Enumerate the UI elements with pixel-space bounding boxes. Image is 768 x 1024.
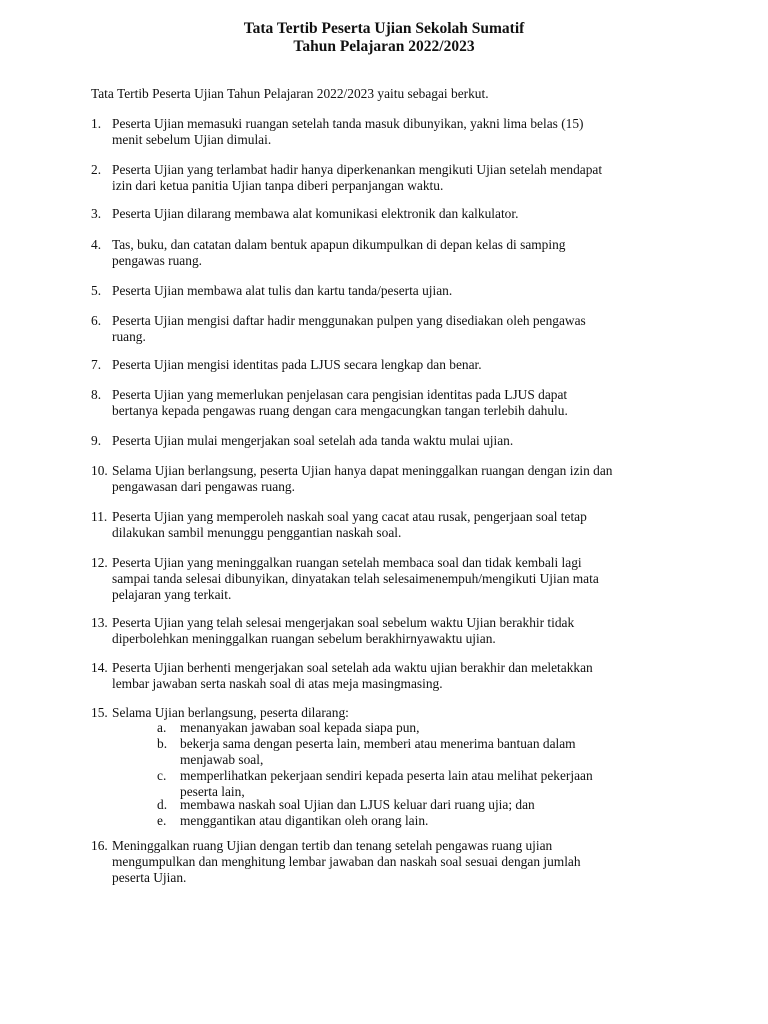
rule-text-line: Peserta Ujian yang meninggalkan ruangan setelah membaca soal dan tidak kembali lagi — [112, 555, 582, 570]
rule-text-line: peserta Ujian. — [112, 870, 187, 885]
rule-item — [91, 283, 691, 299]
prohibition-text — [180, 736, 677, 768]
rule-text-line: Meninggalkan ruang Ujian dengan tertib dan tenang setelah pengawas ruang ujian — [112, 838, 553, 853]
rule-text-line: lembar jawaban serta naskah soal di atas meja masingmasing. — [112, 676, 443, 691]
rule-number: 14. — [91, 660, 108, 675]
prohibition-text-line: menggantikan atau digantikan oleh orang lain. — [180, 813, 429, 828]
prohibition-item — [157, 768, 677, 800]
rule-text — [112, 206, 691, 222]
rule-text — [112, 313, 691, 345]
rule-text — [112, 433, 691, 449]
rule-text-line: ruang. — [112, 329, 146, 344]
rule-item — [91, 357, 691, 373]
rule-text-line: pengawasan dari pengawas ruang. — [112, 479, 295, 494]
rule-number: 10. — [91, 463, 108, 478]
rule-text-line: Peserta Ujian mengisi daftar hadir menggunakan pulpen yang disediakan oleh pengawas — [112, 313, 586, 328]
rule-number: 7. — [91, 357, 102, 372]
rule-number: 8. — [91, 387, 102, 402]
rule-item — [91, 838, 691, 886]
prohibition-item — [157, 797, 677, 813]
prohibition-letter: a. — [157, 720, 167, 735]
rule-item — [91, 162, 691, 194]
rule-text — [112, 838, 691, 886]
rule-text-line: pelajaran yang terkait. — [112, 587, 232, 602]
rule-item — [91, 206, 691, 222]
rule-text-line: Selama Ujian berlangsung, peserta Ujian hanya dapat meninggalkan ruangan dengan izin dan — [112, 463, 613, 478]
intro-paragraph: Tata Tertib Peserta Ujian Tahun Pelajaran 2022/2023 yaitu sebagai berkut. — [91, 86, 489, 101]
rule-text-line: dilakukan sambil menunggu penggantian naskah soal. — [112, 525, 402, 540]
rule-text-line: izin dari ketua panitia Ujian tanpa diberi perpanjangan waktu. — [112, 178, 444, 193]
rule-text-line: Peserta Ujian yang telah selesai mengerjakan soal sebelum waktu Ujian berakhir tidak — [112, 615, 575, 630]
prohibition-letter: c. — [157, 768, 167, 783]
rule-text-line: Peserta Ujian yang memperoleh naskah soal yang cacat atau rusak, pengerjaan soal tetap — [112, 509, 587, 524]
rule-number: 15. — [91, 705, 108, 720]
rule-text — [112, 357, 691, 373]
rule-text-line: Peserta Ujian mulai mengerjakan soal setelah ada tanda waktu mulai ujian. — [112, 433, 514, 448]
rule-text-line: Peserta Ujian mengisi identitas pada LJUS secara lengkap dan benar. — [112, 357, 482, 372]
rule-text-line: sampai tanda selesai dibunyikan, dinyatakan telah selesaimenempuh/mengikuti Ujian mata — [112, 571, 599, 586]
rule-text-line: mengumpulkan dan menghitung lembar jawaban dan naskah soal sesuai dengan jumlah — [112, 854, 581, 869]
rule-text-line: Selama Ujian berlangsung, peserta dilarang: — [112, 705, 349, 720]
rule-text-line: bertanya kepada pengawas ruang dengan cara mengacungkan tangan terlebih dahulu. — [112, 403, 568, 418]
rule-item — [91, 615, 691, 647]
rule-text — [112, 555, 691, 603]
prohibition-item — [157, 813, 677, 829]
rule-item — [91, 555, 691, 603]
rule-text-line: Peserta Ujian dilarang membawa alat komunikasi elektronik dan kalkulator. — [112, 206, 519, 221]
rule-text — [112, 387, 691, 419]
rule-item — [91, 705, 691, 721]
rule-text — [112, 162, 691, 194]
prohibition-text — [180, 720, 677, 736]
prohibition-text-line: memperlihatkan pekerjaan sendiri kepada peserta lain atau melihat pekerjaan — [180, 768, 593, 783]
rule-text — [112, 283, 691, 299]
prohibition-item — [157, 720, 677, 736]
rule-text — [112, 509, 691, 541]
rule-item — [91, 463, 691, 495]
rule-number: 13. — [91, 615, 108, 630]
rule-number: 3. — [91, 206, 102, 221]
prohibition-text-line: bekerja sama dengan peserta lain, memberi atau menerima bantuan dalam — [180, 736, 576, 751]
prohibition-text — [180, 768, 677, 800]
document-subtitle: Tahun Pelajaran 2022/2023 — [293, 38, 475, 55]
rule-number: 1. — [91, 116, 102, 131]
rule-text-line: Peserta Ujian yang terlambat hadir hanya diperkenankan mengikuti Ujian setelah mendapat — [112, 162, 603, 177]
rule-text-line: Peserta Ujian yang memerlukan penjelasan cara pengisian identitas pada LJUS dapat — [112, 387, 568, 402]
rule-text — [112, 116, 691, 148]
rule-text — [112, 237, 691, 269]
prohibition-letter: d. — [157, 797, 168, 812]
rule-item — [91, 237, 691, 269]
rule-item — [91, 313, 691, 345]
rule-item — [91, 387, 691, 419]
rule-text-line: pengawas ruang. — [112, 253, 202, 268]
prohibition-letter: e. — [157, 813, 167, 828]
rule-number: 2. — [91, 162, 102, 177]
rule-item — [91, 433, 691, 449]
rule-item — [91, 660, 691, 692]
rule-number: 11. — [91, 509, 108, 524]
rule-number: 4. — [91, 237, 102, 252]
rule-text — [112, 463, 691, 495]
prohibition-text — [180, 813, 677, 829]
rule-text-line: diperbolehkan meninggalkan ruangan sebelum berakhirnyawaktu ujian. — [112, 631, 496, 646]
rule-text — [112, 660, 691, 692]
rule-number: 5. — [91, 283, 102, 298]
rule-text-line: Tas, buku, dan catatan dalam bentuk apapun dikumpulkan di depan kelas di samping — [112, 237, 566, 252]
prohibition-letter: b. — [157, 736, 168, 751]
rule-text — [112, 615, 691, 647]
rule-number: 6. — [91, 313, 102, 328]
prohibition-text-line: peserta lain, — [180, 784, 245, 799]
rule-text-line: Peserta Ujian membawa alat tulis dan kartu tanda/peserta ujian. — [112, 283, 453, 298]
prohibition-item — [157, 736, 677, 768]
prohibition-text-line: menanyakan jawaban soal kepada siapa pun, — [180, 720, 420, 735]
document-title: Tata Tertib Peserta Ujian Sekolah Sumatif — [243, 20, 525, 37]
rule-number: 12. — [91, 555, 108, 570]
rule-number: 16. — [91, 838, 108, 853]
rule-text-line: Peserta Ujian memasuki ruangan setelah tanda masuk dibunyikan, yakni lima belas (15) — [112, 116, 584, 131]
rule-item — [91, 509, 691, 541]
prohibition-text-line: membawa naskah soal Ujian dan LJUS keluar dari ruang ujia; dan — [180, 797, 535, 812]
rule-text-line: Peserta Ujian berhenti mengerjakan soal setelah ada waktu ujian berakhir dan meletakkan — [112, 660, 593, 675]
rule-text — [112, 705, 691, 721]
prohibition-text-line: menjawab soal, — [180, 752, 264, 767]
rule-text-line: menit sebelum Ujian dimulai. — [112, 132, 272, 147]
rule-number: 9. — [91, 433, 102, 448]
prohibition-text — [180, 797, 677, 813]
rule-item — [91, 116, 691, 148]
